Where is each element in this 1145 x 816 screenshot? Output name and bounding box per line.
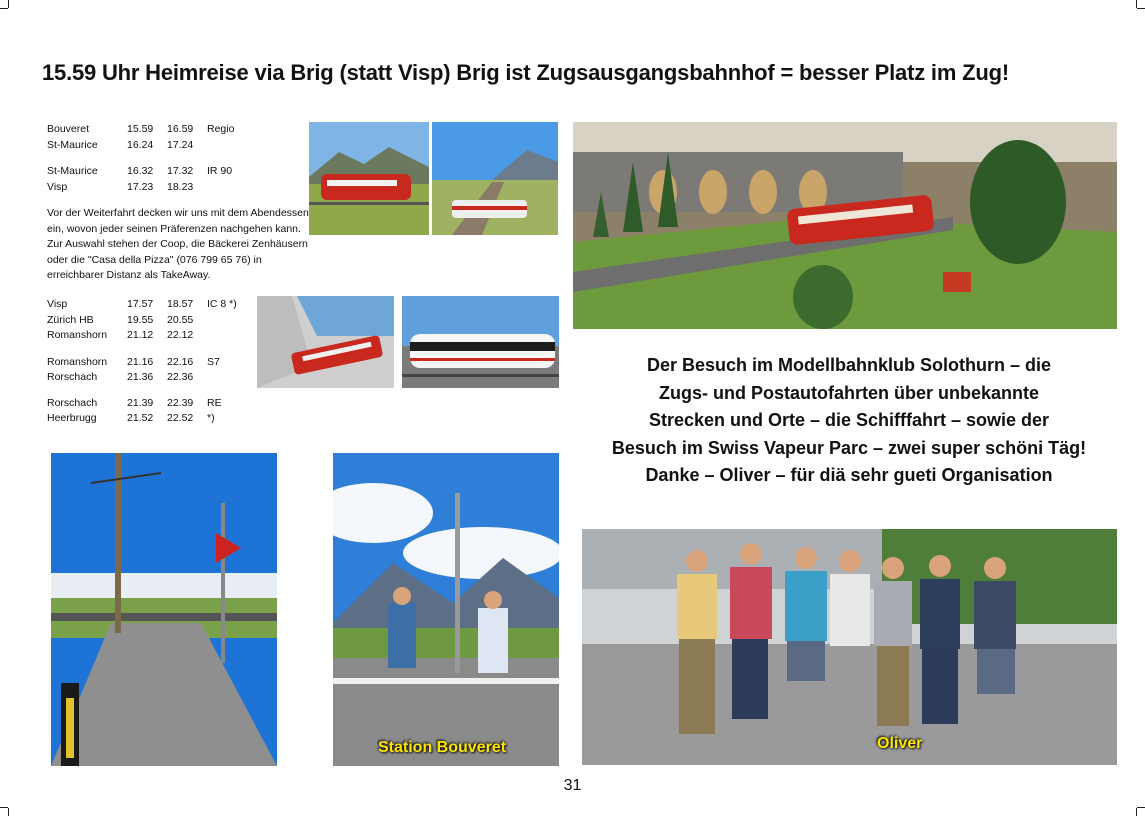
schedule-row xyxy=(47,180,267,196)
train xyxy=(207,180,267,196)
departure: 16.32 xyxy=(127,165,154,177)
summary-line: Zugs- und Postautofahrten über unbekannte xyxy=(658,382,1039,403)
schedule-row xyxy=(47,313,267,329)
departure: 17.57 xyxy=(127,298,154,310)
crop-mark-tl-h xyxy=(0,8,8,9)
crop-mark-bl-v xyxy=(8,808,9,816)
departure: 17.23 xyxy=(127,180,154,193)
photo-group xyxy=(582,529,1117,765)
arrival: 18.23 xyxy=(167,180,194,193)
station: Heerbrugg xyxy=(47,412,97,424)
photo-red-train-valley xyxy=(309,122,429,235)
arrival: 17.24 xyxy=(167,138,194,151)
summary-line: Besuch im Swiss Vapeur Parc – zwei super schöni Täg! xyxy=(611,437,1087,458)
schedule-row xyxy=(47,396,267,412)
summary-line: Strecken und Orte – die Schifffahrt – sowie der xyxy=(648,410,1050,430)
train xyxy=(207,138,267,154)
schedule-row xyxy=(47,164,267,180)
schedule-row xyxy=(47,370,267,386)
train: RE xyxy=(207,396,222,409)
departure: 21.39 xyxy=(127,396,154,409)
station: Rorschach xyxy=(47,396,98,409)
arrival: 22.52 xyxy=(167,412,194,424)
departure: 15.59 xyxy=(127,123,154,135)
schedule-row xyxy=(47,355,267,371)
photo-white-regional-train xyxy=(402,296,559,388)
schedule-row xyxy=(47,138,267,154)
schedule-table-b xyxy=(47,297,267,427)
departure: 16.24 xyxy=(127,138,154,151)
summary-line: Danke – Oliver – für diä sehr gueti Organisation xyxy=(645,465,1053,485)
crop-mark-tr-v xyxy=(1136,0,1137,8)
station: Rorschach xyxy=(47,371,98,383)
arrival: 22.39 xyxy=(167,396,194,409)
arrival: 16.59 xyxy=(167,123,194,135)
arrival: 17.32 xyxy=(167,165,194,177)
departure: 21.36 xyxy=(127,371,154,383)
schedule-row xyxy=(47,328,267,344)
departure: 19.55 xyxy=(127,313,154,326)
caption-station: Station Bouveret xyxy=(378,739,507,756)
schedule-table-a xyxy=(47,122,267,195)
schedule-row xyxy=(47,297,267,313)
page-number: 31 xyxy=(563,777,582,794)
crop-mark-tl-v xyxy=(8,0,9,8)
page-title: 15.59 Uhr Heimreise via Brig (statt Visp) Brig ist Zugsausgangsbahnhof = besser Platz im Zug! xyxy=(42,60,1009,85)
crop-mark-bl-h xyxy=(0,807,8,808)
train: Regio xyxy=(207,123,235,135)
summary-line: Der Besuch im Modellbahnklub Solothurn – die xyxy=(646,355,1052,375)
crop-mark-tr-h xyxy=(1137,8,1145,9)
station: Visp xyxy=(47,180,68,193)
photo-model-railway xyxy=(573,122,1117,329)
photo-level-crossing xyxy=(51,453,277,766)
caption-group: Oliver xyxy=(877,735,923,752)
departure: 21.52 xyxy=(127,412,154,424)
crop-mark-br-v xyxy=(1136,808,1137,816)
departure: 21.12 xyxy=(127,329,154,341)
arrival: 22.36 xyxy=(167,371,194,383)
photo-station-bouveret xyxy=(333,453,559,766)
schedule-row xyxy=(47,122,267,138)
station: Romanshorn xyxy=(47,355,108,368)
arrival: 20.55 xyxy=(167,313,194,326)
station: St-Maurice xyxy=(47,138,98,151)
arrival: 18.57 xyxy=(167,298,194,310)
departure: 21.16 xyxy=(127,355,154,368)
train: IR 90 xyxy=(207,165,233,177)
train: *) xyxy=(207,412,215,424)
station: Zürich HB xyxy=(47,313,94,326)
arrival: 22.12 xyxy=(167,329,194,341)
schedule-row xyxy=(47,411,267,427)
train: S7 xyxy=(207,355,220,368)
trip-summary xyxy=(575,352,1123,490)
photo-red-train-tunnel xyxy=(257,296,394,388)
station: St-Maurice xyxy=(47,165,98,177)
arrival: 22.16 xyxy=(167,355,194,368)
station: Romanshorn xyxy=(47,329,108,341)
crop-mark-br-h xyxy=(1137,807,1145,808)
station: Bouveret xyxy=(47,123,90,135)
train: IC 8 *) xyxy=(207,298,237,310)
photo-white-train-tracks xyxy=(432,122,558,235)
dinner-note: Vor der Weiterfahrt decken wir uns mit dem Abendessen ein, wovon jeder seinen Präferenzen nachgehen kann. Zur Auswahl stehen der Coop, die Bäckerei Zenhäusern oder die "Casa della Pizza" (076 799 65 76) in erreichbarer Distanz als TakeAway. xyxy=(47,207,309,281)
station: Visp xyxy=(47,298,68,310)
